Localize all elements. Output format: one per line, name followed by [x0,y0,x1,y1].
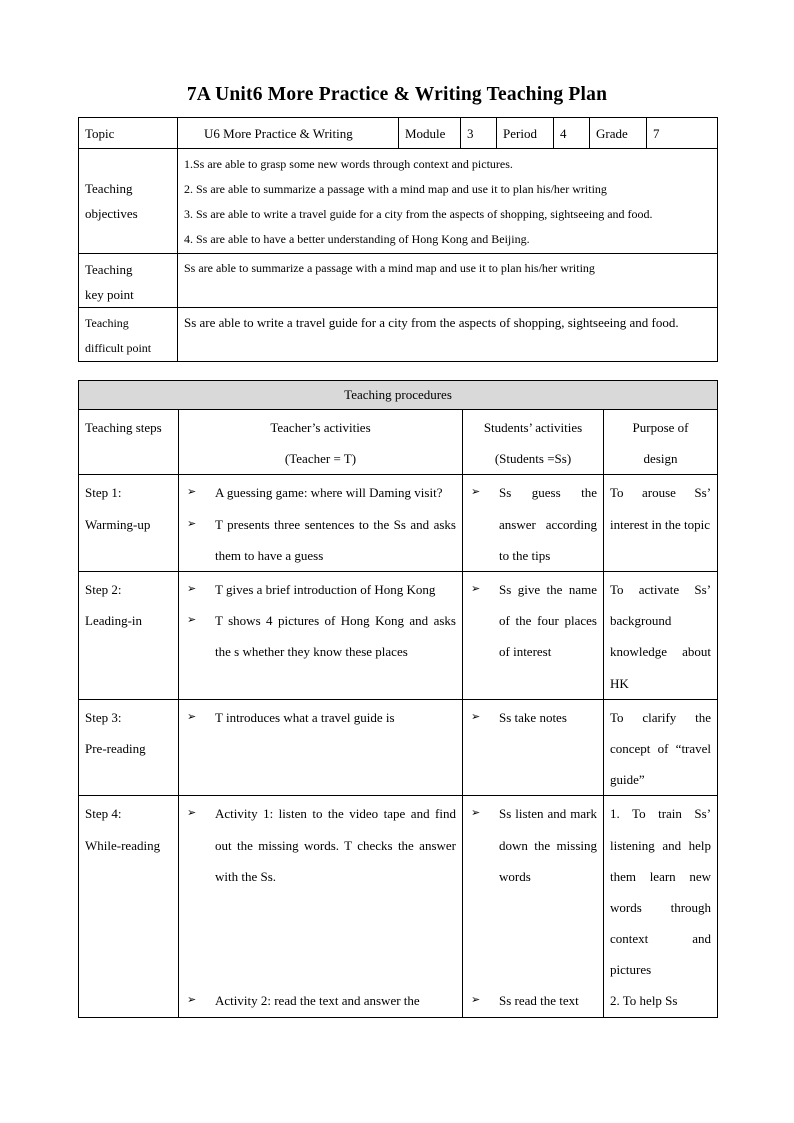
teacher-activities [179,572,463,700]
teacher-activity: ➢ T shows 4 pictures of Hong Kong and asks the s whether they know these places [185,605,456,667]
objective-item: 2. Ss are able to summarize a passage with a mind map and use it to plan his/her writing [184,182,607,196]
arrow-bullet-icon: ➢ [471,583,481,596]
arrow-bullet-icon: ➢ [187,614,197,627]
objectives-label-line1: Teaching [85,181,133,196]
step-name: Pre-reading [85,741,146,757]
step-name: Leading-in [85,613,143,629]
objectives-list [178,149,718,254]
student-activity: ➢ Ss take notes [469,702,597,733]
teacher-activity: ➢ Activity 1: listen to the video tape and find out the missing words. T checks the answer with the Ss. [185,798,456,985]
purpose: To activate Ss’ background knowledge about HK [604,572,718,700]
objective-item: 4. Ss are able to have a better understanding of Hong Kong and Beijing. [184,232,530,246]
period-label: Period [497,118,554,149]
student-activities [463,699,604,796]
teacher-activities [179,699,463,796]
teacher-activities [179,796,463,1017]
student-activities [463,796,604,1017]
step-name: Warming-up [85,516,151,532]
topic-label: Topic [79,118,178,149]
period-value: 4 [554,118,590,149]
purpose: To arouse Ss’ interest in the topic [604,475,718,572]
student-activity: ➢ Ss read the text [469,985,597,1016]
step-cell [79,475,179,572]
teacher-activities [179,475,463,572]
plan-info-table [78,117,718,362]
difficult-point-text: Ss are able to write a travel guide for a city from the aspects of shopping, sightseeing and food. [178,308,718,362]
step-name: While-reading [85,837,161,853]
page-title: 7A Unit6 More Practice & Writing Teaching Plan [186,84,608,105]
col-purpose [604,410,718,475]
key-point-label-line2: key point [85,287,134,302]
col-steps: Teaching steps [79,410,179,475]
arrow-bullet-icon: ➢ [471,807,481,820]
col-purpose-line1: Purpose of [632,420,689,435]
objectives-row [79,149,718,254]
module-label: Module [399,118,461,149]
teacher-activity: ➢ T gives a brief introduction of Hong Kong [185,574,456,605]
step-number: Step 3: [85,709,122,725]
col-teacher-line2: (Teacher = T) [284,451,357,467]
step-cell [79,796,179,1017]
objective-item: 1.Ss are able to grasp some new words through context and pictures. [184,157,513,171]
student-activity: ➢ Ss guess the answer according to the tips [469,477,597,571]
procedures-table [78,380,718,1018]
step-row [79,475,718,572]
step-number: Step 4: [85,806,122,822]
topic-row [79,118,718,149]
procedures-heading-row [79,381,718,410]
arrow-bullet-icon: ➢ [187,994,197,1007]
teacher-activity: ➢ T introduces what a travel guide is [185,702,456,733]
col-students [463,410,604,475]
grade-value: 7 [647,118,718,149]
grade-label: Grade [590,118,647,149]
col-teacher [179,410,463,475]
procedures-heading: Teaching procedures [79,381,718,410]
procedures-column-header [79,410,718,475]
teacher-activity: ➢ Activity 2: read the text and answer the [185,985,456,1016]
arrow-bullet-icon: ➢ [471,486,481,499]
teacher-activity: ➢ T presents three sentences to the Ss and asks them to have a guess [185,509,456,571]
difficult-point-label-line2: difficult point [85,341,152,355]
objectives-label [79,149,178,254]
teacher-activity: ➢ A guessing game: where will Daming visit? [185,477,456,508]
arrow-bullet-icon: ➢ [471,994,481,1007]
arrow-bullet-icon: ➢ [187,583,197,596]
step-row [79,796,718,1017]
key-point-label-line1: Teaching [85,262,133,277]
key-point-row [79,254,718,308]
col-students-line2: (Students =Ss) [494,451,572,467]
arrow-bullet-icon: ➢ [471,710,481,723]
step-cell [79,572,179,700]
col-purpose-line2: design [643,451,678,467]
col-students-line1: Students’ activities [483,420,583,435]
key-point-text: Ss are able to summarize a passage with a mind map and use it to plan his/her writing [178,254,718,308]
difficult-point-label-line1: Teaching [85,316,129,330]
arrow-bullet-icon: ➢ [187,807,197,820]
topic-value: U6 More Practice & Writing [178,118,399,149]
objectives-label-line2: objectives [85,206,138,221]
col-teacher-line1: Teacher’s activities [270,420,371,435]
step-number: Step 2: [85,582,122,598]
module-value: 3 [461,118,497,149]
step-row [79,699,718,796]
purpose: To clarify the concept of “travel guide” [604,699,718,796]
step-row [79,572,718,700]
purpose-item: 2. To help Ss [610,993,678,1009]
key-point-label [79,254,178,308]
student-activity: ➢ Ss give the name of the four places of interest [469,574,597,668]
difficult-point-label [79,308,178,362]
arrow-bullet-icon: ➢ [187,710,197,723]
student-activities [463,475,604,572]
arrow-bullet-icon: ➢ [187,486,197,499]
student-activities [463,572,604,700]
arrow-bullet-icon: ➢ [187,517,197,530]
difficult-point-row [79,308,718,362]
step-cell [79,699,179,796]
purpose-item: 1. To train Ss’ listening and help them learn new words through context and pictures [610,806,712,978]
objective-item: 3. Ss are able to write a travel guide for a city from the aspects of shopping, sightseeing and food. [184,207,653,221]
student-activity: ➢ Ss listen and mark down the missing words [469,798,597,985]
purpose [604,796,718,1017]
step-number: Step 1: [85,485,122,501]
